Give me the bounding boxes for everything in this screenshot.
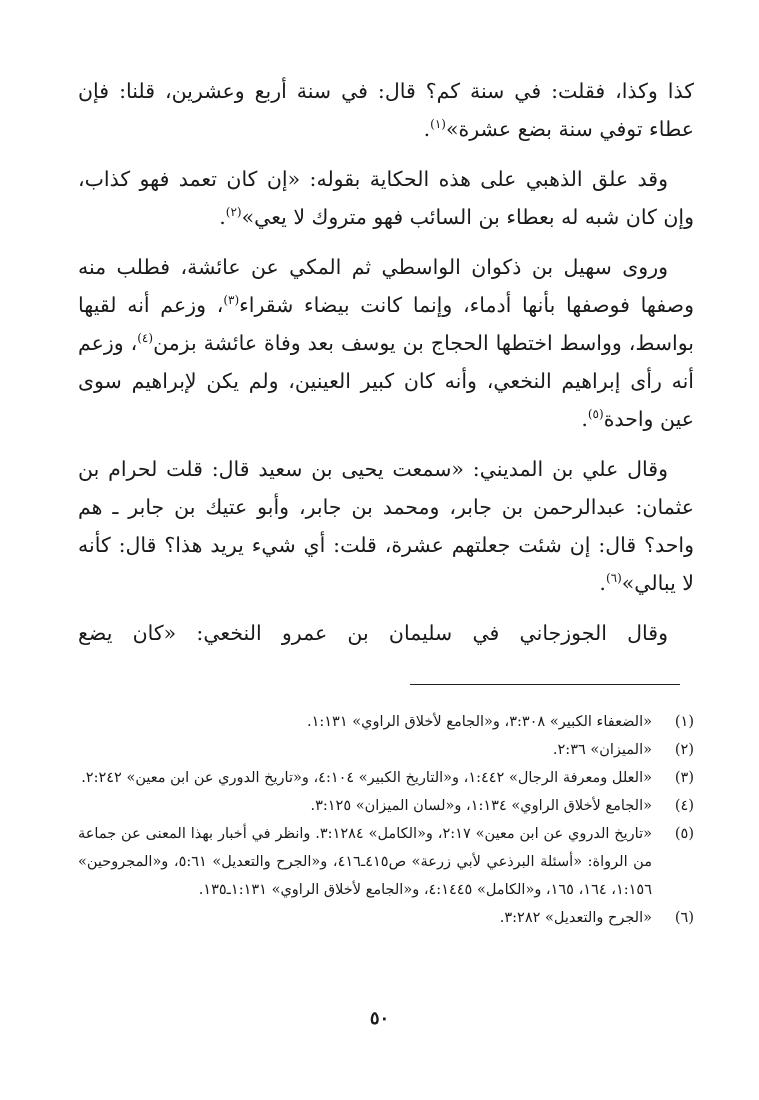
paragraph-5-text: وقال الجوزجاني في سليمان بن عمرو النخعي: «كان يضع: [78, 621, 668, 645]
paragraph-3-end: .: [581, 407, 588, 431]
footnote-text: «تاريخ الدروي عن ابن معين» ٢:١٧، و«الكامل» ٣:١٢٨٤. وانظر في أخبار بهذا المعنى عن جماعة من الرواة: «أسئلة البرذعي لأبي زرعة» ص٤١٥ـ٤١٦، و«الجرح والتعديل» ٥:٦١، و«المجروحين» ١:١٥٦، ١٦٤، ١٦٥، و«الكامل» ٤:١٤٤٥، و«الجامع لأخلاق الراوي» ١:١٣١ـ١٣٥.: [78, 826, 652, 898]
paragraph-3-text-c: ، وزعم أنه رأى إبراهيم النخعي، وأنه كان كبير العينين، ولم يكن لإبراهيم سوى عين واحدة: [78, 331, 694, 431]
footnote-6: [78, 904, 694, 932]
footnote-5: [78, 820, 694, 904]
paragraph-5: [78, 614, 694, 652]
footnote-number: (١): [674, 714, 694, 730]
footnote-ref-6: (٦): [605, 571, 622, 586]
footnote-ref-3: (٣): [223, 293, 240, 308]
paragraph-3-text-a: وروى سهيل بن ذكوان الواسطي ثم المكي عن عائشة، فطلب منه وصفها فوصفها بأنها أدماء، وإنما كانت بيضاء شقراء: [78, 255, 694, 317]
paragraph-3-text-b: ، وزعم أنه لقيها بواسط، وواسط اختطها الحجاج بن يوسف بعد وفاة عائشة بزمن: [78, 293, 694, 355]
footnote-number: (٢): [674, 742, 694, 758]
paragraph-1: [78, 72, 694, 148]
footnote-number: (٤): [674, 798, 694, 814]
footnote-ref-4: (٤): [137, 331, 154, 346]
footnotes: [78, 708, 694, 932]
paragraph-1-text: كذا وكذا، فقلت: في سنة كم؟ قال: في سنة أربع وعشرين، قلنا: فإن عطاء توفي سنة بضع عشرة»: [78, 79, 694, 141]
footnote-4: [78, 792, 694, 820]
paragraph-4-text: وقال علي بن المديني: «سمعت يحيى بن سعيد قال: قلت لحرام بن عثمان: عبدالرحمن بن جابر، ومحمد بن جابر، وأبو عتيك بن جابر ـ هم واحد؟ قال: إن شئت جعلتهم عشرة، قلت: أي شيء يريد هذا؟ قال: كأنه لا يبالي»: [78, 457, 694, 595]
footnote-2: [78, 736, 694, 764]
footnote-text: «الجامع لأخلاق الراوي» ١:١٣٤، و«لسان الميزان» ٣:١٢٥.: [310, 798, 652, 814]
paragraph-2: [78, 160, 694, 236]
footnote-ref-2: (٢): [225, 205, 242, 220]
footnote-ref-1: (١): [430, 117, 446, 132]
footnote-ref-5: (٥): [587, 407, 604, 422]
main-text: [78, 72, 694, 664]
footnote-number: (٣): [674, 770, 694, 786]
paragraph-4: [78, 450, 694, 602]
footnote-text: «الميزان» ٢:٣٦.: [552, 742, 652, 758]
footnote-text: «الجرح والتعديل» ٣:٢٨٢.: [499, 910, 652, 926]
paragraph-4-end: .: [599, 571, 606, 595]
footnote-3: [78, 764, 694, 792]
footnote-text: «العلل ومعرفة الرجال» ١:٤٤٢، و«التاريخ الكبير» ٤:١٠٤، و«تاريخ الدوري عن ابن معين» ٢:٢٤٢.: [81, 770, 652, 786]
footnote-number: (٦): [674, 910, 694, 926]
footnote-text: «الضعفاء الكبير» ٣:٣٠٨، و«الجامع لأخلاق الراوي» ١:١٣١.: [306, 714, 652, 730]
paragraph-2-text: وقد علق الذهبي على هذه الحكاية بقوله: «إن كان تعمد فهو كذاب، وإن كان شبه له بعطاء بن السائب فهو متروك لا يعي»: [78, 167, 694, 229]
footnote-1: [78, 708, 694, 736]
paragraph-3: [78, 248, 694, 438]
paragraph-2-end: .: [219, 205, 226, 229]
paragraph-1-end: .: [423, 117, 431, 141]
page-number: ٥٠: [369, 1008, 390, 1029]
footnote-separator: [410, 684, 680, 685]
footnote-number: (٥): [674, 826, 694, 842]
